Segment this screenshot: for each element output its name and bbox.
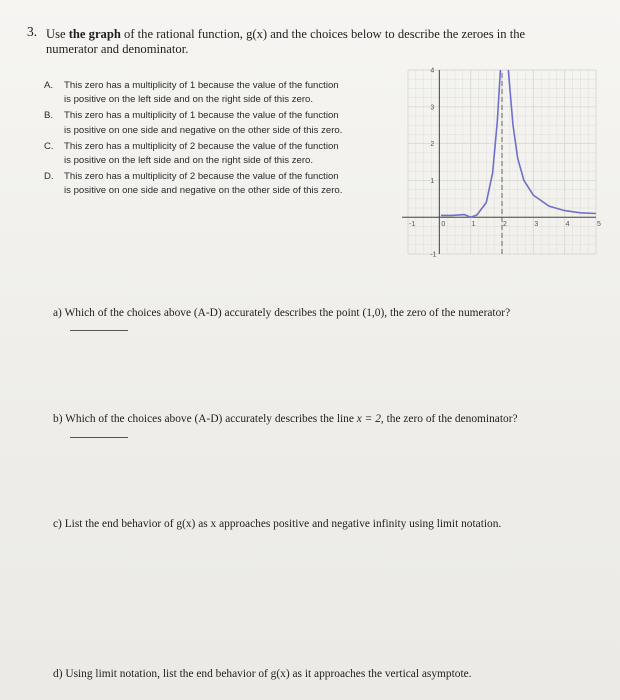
choice-text: This zero has a multiplicity of 2 because the value of the function is positive on the left side and on the right side of this zero.: [64, 140, 339, 167]
answer-blank-b[interactable]: [70, 437, 128, 438]
x-tick-label: 1: [471, 221, 476, 229]
part-d-text: Using limit notation, list the end behavior of g(x) as it approaches the vertical asymptote.: [65, 668, 472, 680]
prompt-text-2: of the rational function, g(x) and the choices below to describe the zeroes in the numerator and denominator.: [46, 27, 526, 56]
part-d: [53, 667, 472, 681]
part-c: [53, 517, 501, 531]
choice-letter: D.: [44, 171, 54, 183]
x-tick-label: 0: [441, 221, 446, 229]
x-tick-label: 4: [565, 221, 570, 229]
function-graph: [398, 62, 610, 262]
choices-list: [44, 79, 354, 201]
y-tick-label: -1: [430, 251, 437, 259]
choice-text: This zero has a multiplicity of 2 because the value of the function is positive on one side and negative on the other side of this zero.: [64, 171, 343, 197]
part-d-label: d): [53, 668, 63, 680]
choice-c: [44, 140, 354, 168]
part-b-text-1: Which of the choices above (A-D) accurately describes the line: [65, 413, 354, 425]
y-tick-label: 4: [430, 67, 435, 75]
choice-text: This zero has a multiplicity of 1 because the value of the function is positive on the left side and on the right side of this zero.: [64, 80, 339, 106]
choice-d: [44, 170, 354, 198]
part-b: [53, 412, 518, 426]
answer-blank-a[interactable]: [70, 330, 128, 331]
choice-text: This zero has a multiplicity of 1 because the value of the function is positive on one side and negative on the other side of this zero.: [64, 110, 343, 136]
question-number: 3.: [27, 24, 38, 39]
y-tick-label: 3: [430, 104, 435, 112]
choice-letter: A.: [44, 80, 54, 91]
part-c-text: List the end behavior of g(x) as x approaches positive and negative infinity using limit notation.: [64, 518, 502, 530]
part-b-math: x = 2,: [356, 413, 384, 425]
part-c-label: c): [53, 518, 62, 530]
part-a-text: Which of the choices above (A-D) accurately describes the point (1,0), the zero of the numerator?: [64, 307, 511, 319]
choice-letter: B.: [44, 110, 54, 122]
graph-tick-labels: [409, 68, 601, 259]
part-a: [53, 306, 510, 320]
choice-letter: C.: [44, 140, 54, 152]
x-tick-label: 3: [534, 221, 539, 229]
x-tick-label: 5: [597, 221, 601, 229]
prompt-bold: the graph: [68, 27, 121, 41]
curve-right-branch: [508, 70, 596, 214]
choice-b: [44, 109, 354, 137]
y-tick-label: 1: [430, 177, 435, 185]
question-prompt: [46, 27, 566, 57]
prompt-text-1: Use: [46, 27, 69, 41]
part-b-label: b): [53, 413, 63, 425]
x-tick-label: -1: [409, 221, 416, 229]
y-tick-label: 2: [430, 141, 435, 149]
part-a-label: a): [53, 307, 62, 319]
choice-a: [44, 79, 354, 107]
part-b-text-2: the zero of the denominator?: [386, 413, 518, 425]
x-tick-label: 2: [503, 221, 507, 229]
